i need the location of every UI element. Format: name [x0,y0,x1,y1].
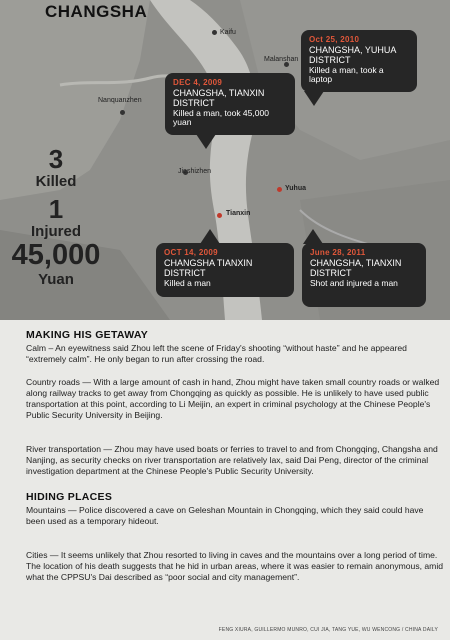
paragraph-cities: Cities — It seems unlikely that Zhou resorted to living in caves and the mountains over a long period of time. The location of his death suggests that he hid in urban areas, where it was easier to remain anonymous, amid what the CPPSU's Dai described as “poor social and city management”. [26,550,444,582]
callout-date: OCT 14, 2009 [164,248,218,257]
callout-location: CHANGSHA, TIANXIN DISTRICT [310,258,402,278]
paragraph-calm: Calm – An eyewitness said Zhou left the scene of Friday's shooting “without haste” and he appeared “extremely calm”. He only began to run after crossing the road. [26,343,407,364]
paragraph-mountains: Mountains — Police discovered a cave on Geleshan Mountain in Chongqing, which they said could have been used as a temporary hideout. [26,505,424,526]
callout-description: Killed a man, took 45,000 yuan [173,108,269,127]
callout-location: CHANGSHA, TIANXIN DISTRICT [173,88,265,108]
callout-pointer [200,229,220,244]
paragraph-river-transportation: River transportation — Zhou may have used boats or ferries to travel to and from Chongqing, Changsha and Nanjing, as security checks on river transportation are relatively lax, said Dai Peng, director of the criminal investigation department at the Chinese People's Public Security University. [26,444,438,476]
callout-oct-2010 [301,30,417,92]
callout-description: Shot and injured a man [310,278,398,288]
place-label-tianxin: Tianxin [226,210,251,217]
callout-location: CHANGSHA TIANXIN DISTRICT [164,258,253,278]
place-marker-tianxin [217,213,222,218]
section-heading-getaway: MAKING HIS GETAWAY [26,329,149,341]
amount-count: 45,000 [11,239,101,271]
killed-count: 3 [48,144,64,174]
credits-line: FENG XIURA, GUILLERMO MUNRO, CUI JIA, TANG YUE, WU WENCONG / CHINA DAILY [218,627,438,633]
callout-date: DEC 4, 2009 [173,78,223,87]
place-label-kaifu: Kaifu [220,29,236,36]
injured-count: 1 [48,194,64,224]
place-label-yuhua: Yuhua [285,185,307,192]
callout-oct-2009 [156,243,294,297]
callout-description: Killed a man [164,278,211,288]
killed-label: Killed [35,173,77,190]
place-marker-kaifu [212,30,217,35]
place-label-malanshan: Malanshan [264,56,299,63]
place-marker-nanquanzhen [120,110,125,115]
injured-label: Injured [30,223,81,240]
place-marker-yuhua [277,187,282,192]
callout-dec-2009 [165,73,295,135]
amount-label: Yuan [38,271,74,288]
place-label-jieshizhen: Jieshizhen [178,168,212,175]
callout-pointer [303,229,323,244]
callout-pointer [304,91,324,106]
map-title: CHANGSHA [45,2,148,21]
callout-description: Killed a man, took a laptop [309,65,384,84]
callout-date: June 28, 2011 [310,248,366,257]
callout-date: Oct 25, 2010 [309,35,360,44]
callout-location: CHANGSHA, YUHUA DISTRICT [309,45,396,65]
callout-jun-2011 [302,243,426,307]
paragraph-country-roads: Country roads — With a large amount of cash in hand, Zhou might have taken small country roads or walked along railway tracks to get away from Chongqing as quickly as possible. He is unlikely to have used public transportation at this point, according to Li Meijin, an expert in criminal psychology at the Chinese People's Public Security University in Beijing. [26,377,440,420]
place-label-nanquanzhen: Nanquanzhen [98,97,142,104]
callout-pointer [196,134,216,149]
section-heading-hiding: HIDING PLACES [26,491,113,503]
